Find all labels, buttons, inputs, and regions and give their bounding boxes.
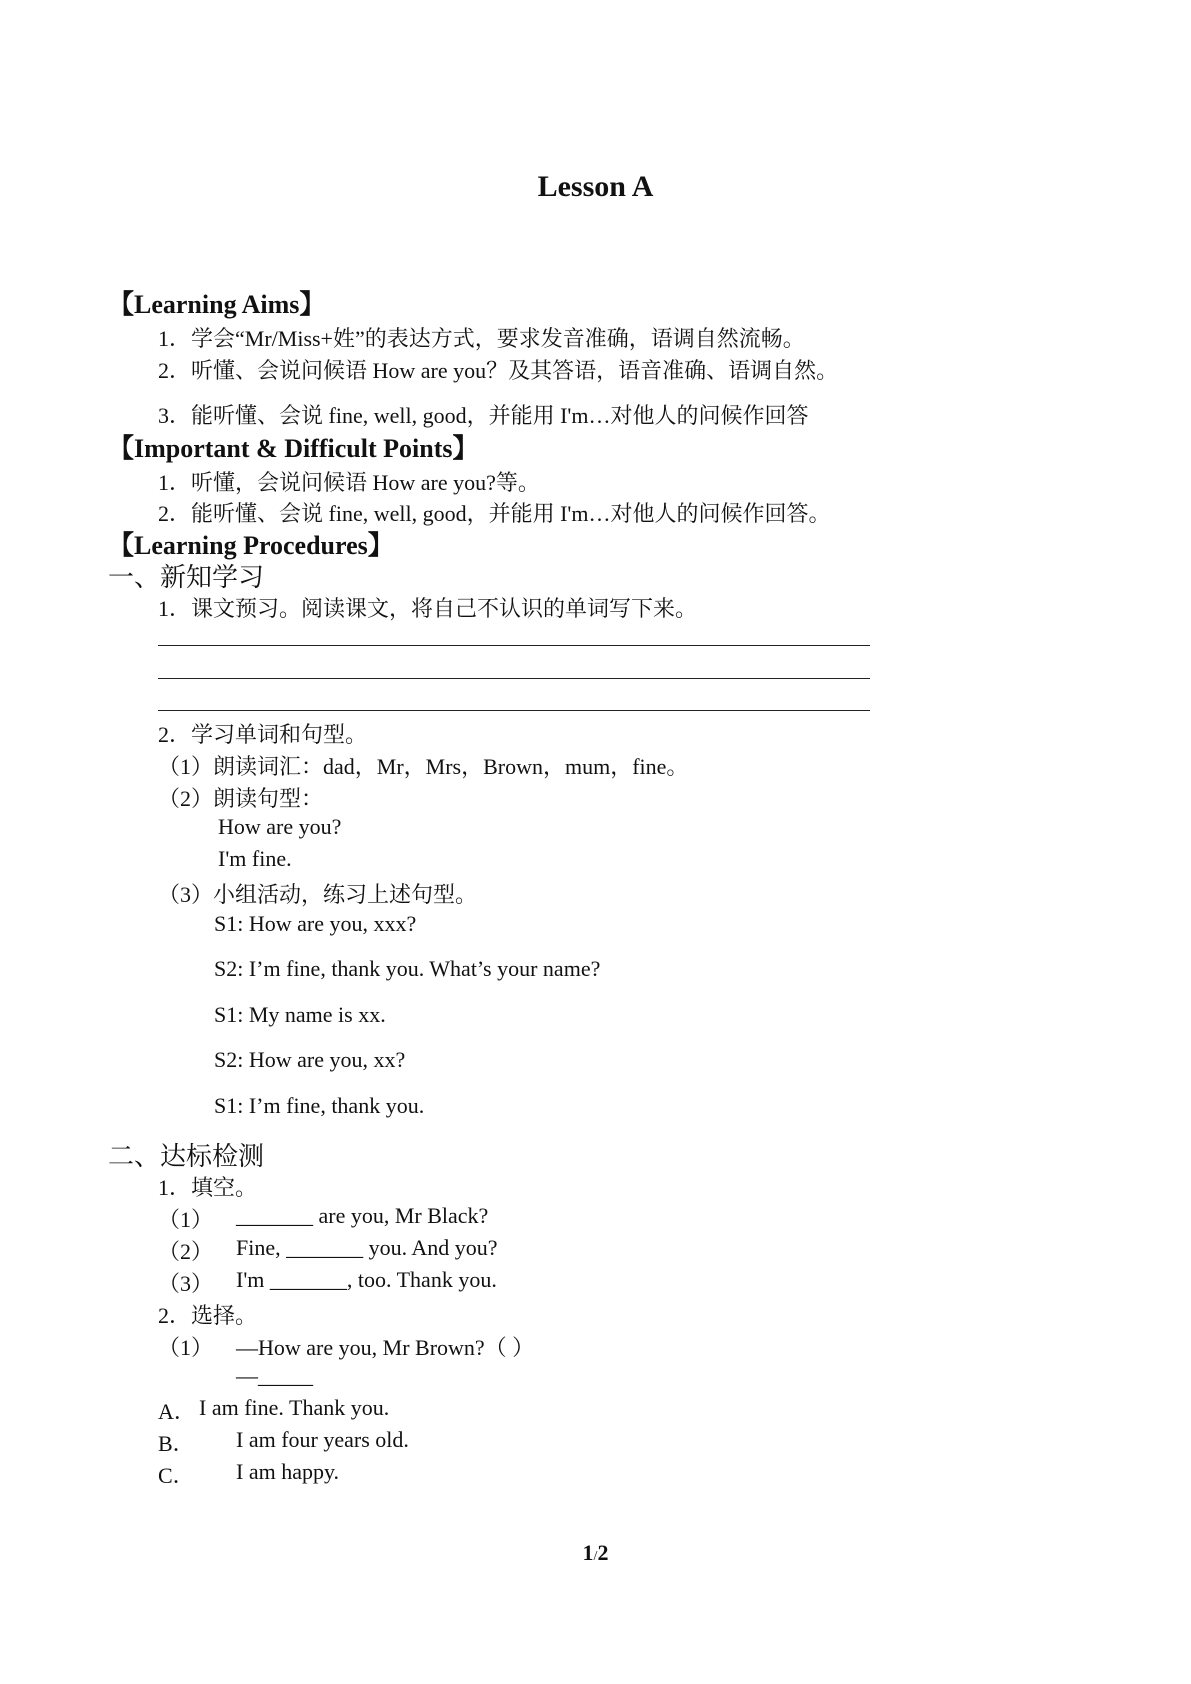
dialogue-line: S2: I’m fine, thank you. What’s your name? [214,956,601,981]
aim-item: 3．能听懂、会说 fine, well, good，并能用 I'm…对他人的问候作回答 [158,403,809,428]
writing-line[interactable] [158,645,870,646]
dialogue-line: S2: How are you, xx? [214,1047,406,1072]
page-title: Lesson A [537,170,654,203]
fill-in-question[interactable]: _______ are you, Mr Black? [236,1203,489,1228]
sentence-pattern: I'm fine. [218,846,292,871]
question-number: （1） [158,1207,214,1232]
procedures-heading: 【Learning Procedures】 [108,531,394,560]
current-page: 1 [582,1540,594,1565]
dialogue-line: S1: My name is xx. [214,1002,386,1027]
section-new-learning-heading: 一、新知学习 [108,563,265,592]
sub-step-group-activity: （3）小组活动，练习上述句型。 [158,882,478,907]
key-points-heading: 【Important & Difficult Points】 [108,434,479,463]
section-check-heading: 二、达标检测 [108,1142,265,1171]
choice-option-c[interactable]: I am happy. [236,1459,340,1484]
question-number: （3） [158,1271,214,1296]
sub-step-patterns: （2）朗读句型： [158,786,324,811]
step-preview: 1．课文预习。阅读课文，将自己不认识的单词写下来。 [158,596,698,621]
sub-step-vocabulary: （1）朗读词汇：dad，Mr，Mrs，Brown，mum，fine。 [158,754,689,779]
key-point-item: 2．能听懂、会说 fine, well, good，并能用 I'm…对他人的问候作回答。 [158,501,831,526]
aim-item: 1．学会“Mr/Miss+姓”的表达方式，要求发音准确，语调自然流畅。 [158,326,805,351]
fill-in-question[interactable]: I'm _______, too. Thank you. [236,1267,497,1292]
dialogue-line: S1: How are you, xxx? [214,911,417,936]
question-number: （2） [158,1239,214,1264]
question-number: （1） [158,1335,214,1360]
option-letter: B． [158,1431,195,1456]
choice-option-a[interactable]: I am fine. Thank you. [199,1395,390,1420]
aim-item: 2．听懂、会说问候语 How are you？及其答语，语音准确、语调自然。 [158,358,839,383]
choice-question: —How are you, Mr Brown?（ ） [236,1335,535,1360]
option-letter: A． [158,1399,196,1424]
page-separator: / [593,1549,598,1564]
total-pages: 2 [597,1540,609,1565]
dialogue-line: S1: I’m fine, thank you. [214,1093,425,1118]
step-words-patterns: 2．学习单词和句型。 [158,722,368,747]
key-point-item: 1．听懂，会说问候语 How are you?等。 [158,470,540,495]
choice-option-b[interactable]: I am four years old. [236,1427,409,1452]
fill-in-question[interactable]: Fine, _______ you. And you? [236,1235,498,1260]
choice-heading: 2．选择。 [158,1303,258,1328]
page-number [0,1540,1191,1566]
answer-blank[interactable]: —_____ [236,1363,313,1388]
writing-line[interactable] [158,678,870,679]
sentence-pattern: How are you? [218,814,342,839]
writing-line[interactable] [158,710,870,711]
option-letter: C． [158,1463,195,1488]
fill-in-heading: 1．填空。 [158,1175,258,1200]
learning-aims-heading: 【Learning Aims】 [108,290,326,319]
